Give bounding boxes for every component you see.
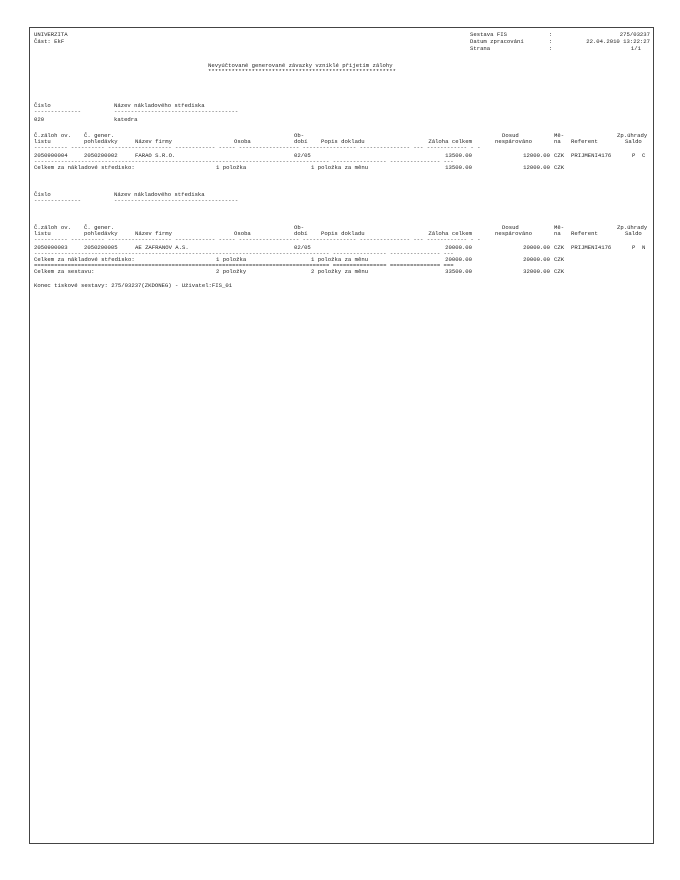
col-header-unpaired-b: nespárováno: [495, 230, 532, 237]
grand-sum-currency: CZK: [554, 268, 565, 275]
center-sum-items: 1 položka: [216, 164, 247, 171]
grand-sum-items-currency: 2 položky za měnu: [311, 268, 369, 275]
col-header-claim-b: pohledávky: [84, 230, 118, 237]
row-period: 02/05: [294, 152, 311, 159]
row-firm: FARAO S.R.O.: [135, 152, 176, 159]
row-referent: PRIJMENI4176: [571, 244, 612, 251]
processing-date: 22.04.2010 13:22:27: [586, 38, 650, 45]
col-header-period-a: Ob-: [294, 224, 305, 231]
row-unpaired: 20000.00: [523, 244, 550, 251]
col-header-desc: Popis dokladu: [321, 138, 365, 145]
center-name-rule: -------------------------------------: [114, 108, 239, 115]
col-header-unpaired-b: nespárováno: [495, 138, 532, 145]
report-title-underline: ********************************************************: [208, 68, 396, 75]
grand-sum-unpaired: 32000.00: [523, 268, 550, 275]
col-header-payment: Zp.úhrady: [617, 224, 648, 231]
center-number-heading: Číslo: [34, 102, 51, 109]
row-claim-no: 2050200005: [84, 244, 118, 251]
center-number: 020: [34, 116, 45, 123]
center-name-heading: Název nákladového střediska: [114, 191, 205, 198]
center-sum-label: Celkem za nákladové středisko:: [34, 164, 135, 171]
col-header-period-b: dobí: [294, 230, 308, 237]
col-header-period-a: Ob-: [294, 132, 305, 139]
col-header-rule: ---------- ---------- ------------------- ------------ ----- ------------------ ---------------- --------------- --- ------------ - -: [34, 144, 481, 151]
col-header-payment: Zp.úhrady: [617, 132, 648, 139]
col-header-currency-b: na: [554, 138, 561, 145]
center-sum-currency: CZK: [554, 164, 565, 171]
col-header-desc: Popis dokladu: [321, 230, 365, 237]
col-header-list-a: Č.záloh ov.: [34, 224, 71, 231]
row-rule: ---------------------------------------------------------------------------------------- ---------------- --------------- ---: [34, 158, 454, 165]
col-header-referent: Referent: [571, 230, 598, 237]
row-list-no: 2050900004: [34, 152, 68, 159]
grand-sum-label: Celkem za sestavu:: [34, 268, 95, 275]
col-header-currency-b: na: [554, 230, 561, 237]
row-total: 13500.00: [445, 152, 472, 159]
page-colon: :: [549, 45, 553, 52]
col-header-total: Záloha celkem: [428, 230, 472, 237]
row-payment: P: [632, 152, 636, 159]
row-total: 20000.00: [445, 244, 472, 251]
col-header-currency-a: Mě-: [554, 224, 565, 231]
center-number-rule: --------------: [34, 108, 81, 115]
col-header-currency-a: Mě-: [554, 132, 565, 139]
row-list-no: 2050900003: [34, 244, 68, 251]
report-sheet: [29, 27, 654, 844]
col-header-saldo: Saldo: [625, 230, 642, 237]
row-saldo: C: [642, 152, 646, 159]
center-sum-items-currency: 1 položka za měnu: [311, 256, 369, 263]
page-label: Strana: [470, 45, 491, 52]
report-end-line: Konec tiskové sestavy: 275/03237(ZKDONEG) - Uživatel:FIS_01: [34, 282, 233, 289]
col-header-total: Záloha celkem: [428, 138, 472, 145]
org-part: Část: EkF: [34, 38, 65, 45]
row-claim-no: 2050200002: [84, 152, 118, 159]
row-currency: CZK: [554, 244, 565, 251]
row-payment: P: [632, 244, 636, 251]
center-sum-unpaired: 20000.00: [523, 256, 550, 263]
col-header-claim-b: pohledávky: [84, 138, 118, 145]
row-currency: CZK: [554, 152, 565, 159]
col-header-list-b: listu: [34, 138, 51, 145]
col-header-firm: Název firmy: [135, 230, 172, 237]
col-header-unpaired-a: Dosud: [502, 224, 519, 231]
processing-date-colon: :: [549, 38, 553, 45]
center-sum-total: 20000.00: [445, 256, 472, 263]
row-firm: AE ZAFRANOV A.S.: [135, 244, 189, 251]
center-name-heading: Název nákladového střediska: [114, 102, 205, 109]
col-header-unpaired-a: Dosud: [502, 132, 519, 139]
center-name: katedra: [114, 116, 138, 123]
center-sum-items-currency: 1 položka za měnu: [311, 164, 369, 171]
center-sum-label: Celkem za nákladové středisko:: [34, 256, 135, 263]
center-name-rule: -------------------------------------: [114, 197, 239, 204]
col-header-claim-a: Č. gener.: [84, 224, 115, 231]
center-sum-items: 1 položka: [216, 256, 247, 263]
page-number: 1/1: [630, 45, 641, 52]
col-header-person: Osoba: [234, 230, 251, 237]
row-unpaired: 12000.00: [523, 152, 550, 159]
col-header-person: Osoba: [234, 138, 251, 145]
col-header-referent: Referent: [571, 138, 598, 145]
report-title: Nevyúčtované generované závazky vzniklé přijetím zálohy: [208, 62, 393, 69]
col-header-rule: ---------- ---------- ------------------- ------------ ----- ------------------ ---------------- --------------- --- ------------ - -: [34, 236, 481, 243]
center-sum-unpaired: 12000.00: [523, 164, 550, 171]
center-number-heading: Číslo: [34, 191, 51, 198]
report-id: 275/03237: [619, 31, 650, 38]
col-header-claim-a: Č. gener.: [84, 132, 115, 139]
col-header-period-b: dobí: [294, 138, 308, 145]
row-rule: ---------------------------------------------------------------------------------------- ---------------- --------------- ---: [34, 250, 454, 257]
org-name: UNIVERZITA: [34, 31, 68, 38]
center-sum-total: 13500.00: [445, 164, 472, 171]
report-id-label: Sestava FIS: [470, 31, 507, 38]
col-header-saldo: Saldo: [625, 138, 642, 145]
row-referent: PRIJMENI4176: [571, 152, 612, 159]
center-sum-currency: CZK: [554, 256, 565, 263]
grand-sum-items: 2 položky: [216, 268, 247, 275]
row-period: 02/05: [294, 244, 311, 251]
col-header-list-a: Č.záloh ov.: [34, 132, 71, 139]
center-number-rule: --------------: [34, 197, 81, 204]
grand-sum-total: 33500.00: [445, 268, 472, 275]
row-saldo: N: [642, 244, 646, 251]
processing-date-label: Datum zpracování: [470, 38, 524, 45]
report-id-colon: :: [549, 31, 553, 38]
col-header-firm: Název firmy: [135, 138, 172, 145]
col-header-list-b: listu: [34, 230, 51, 237]
grand-rule: ======================================================================================== ================ =============== ===: [34, 262, 454, 269]
